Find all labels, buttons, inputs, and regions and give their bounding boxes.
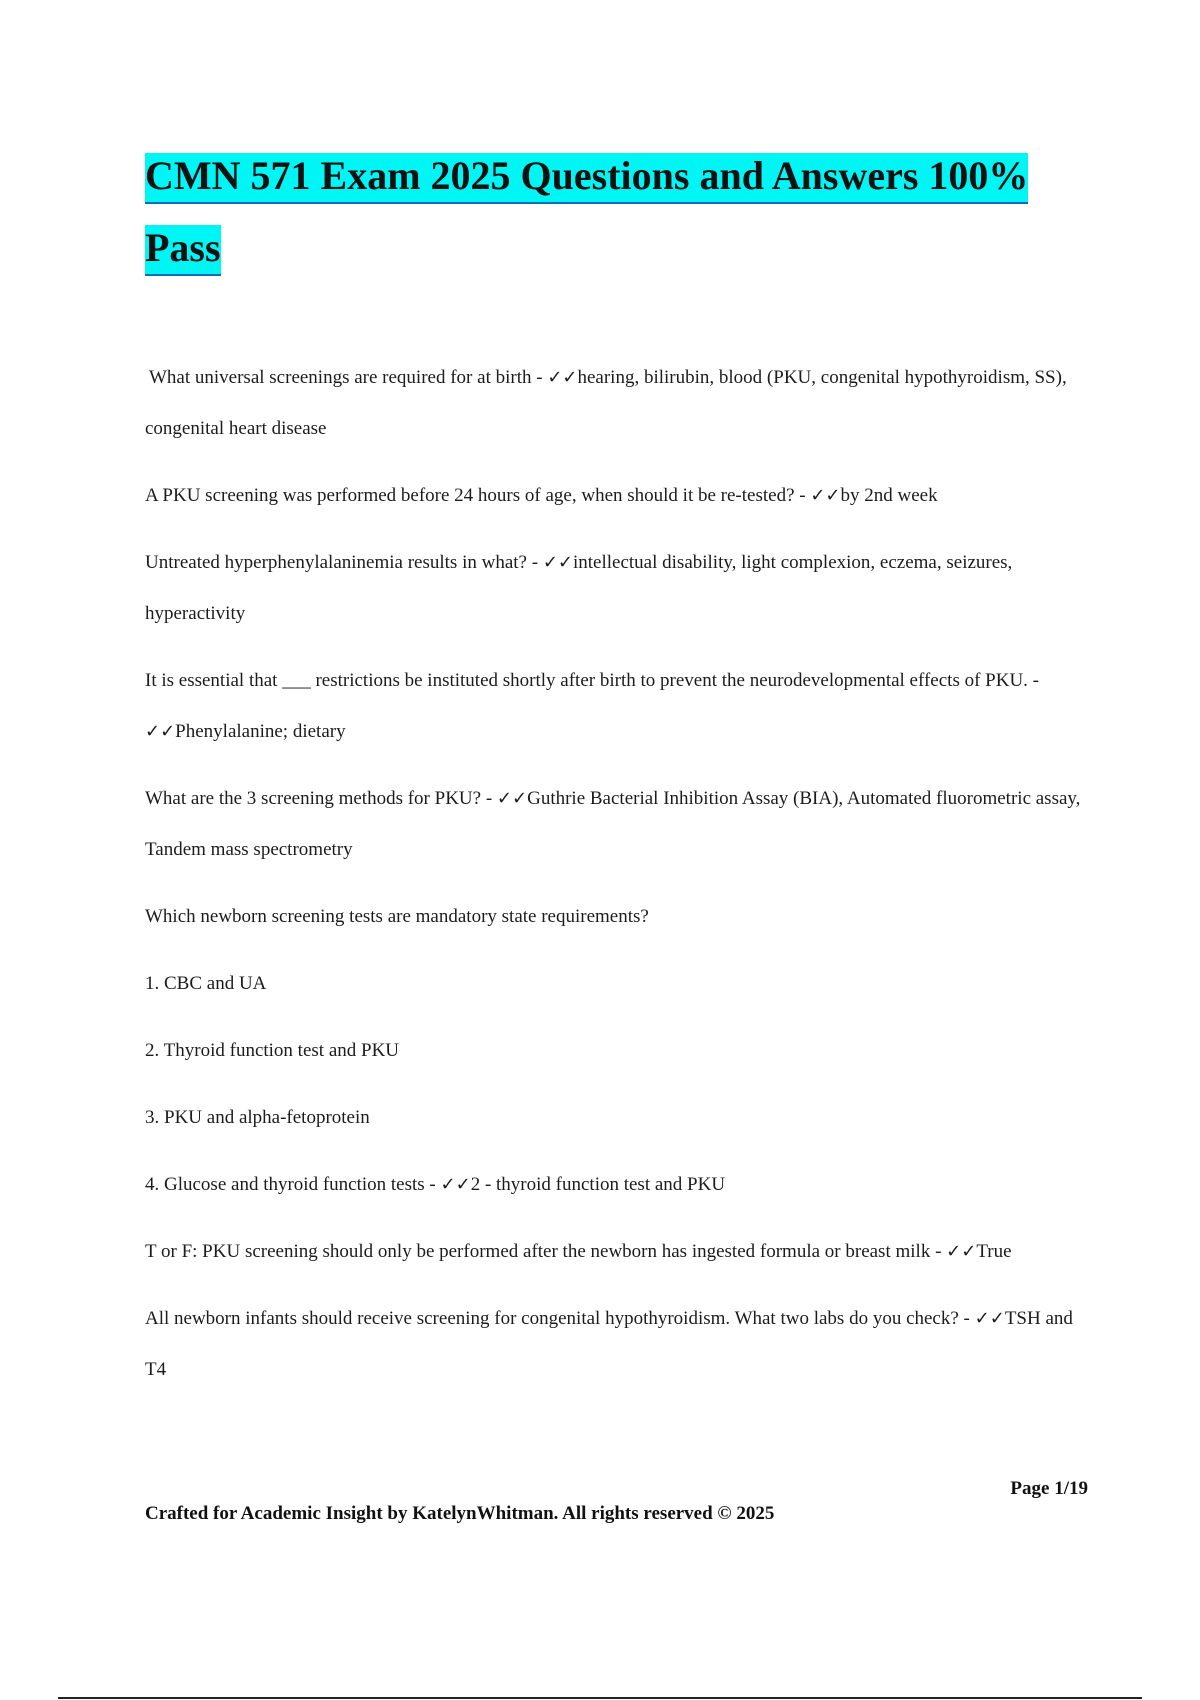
check-mark-icon: ✓✓ [974, 1308, 1005, 1329]
qa-item-4 [145, 655, 1095, 757]
answer-text: True [976, 1241, 1012, 1262]
check-mark-icon: ✓✓ [547, 367, 578, 388]
question-text: T or F: PKU screening should only be performed after the newborn has ingested formula or breast milk - [145, 1241, 947, 1262]
question-text: What are the 3 screening methods for PKU? - [145, 788, 497, 809]
answer-text: by 2nd week [840, 485, 938, 506]
answer-text: Guthrie Bacterial Inhibition Assay (BIA), Automated fluorometric assay, Tandem mass spectrometry [145, 788, 1081, 860]
answer-text: Phenylalanine; dietary [175, 721, 346, 742]
footer-copyright: Crafted for Academic Insight by KatelynWhitman. All rights reserved © 2025 [145, 1503, 775, 1524]
mc-question-stem: Which newborn screening tests are mandatory state requirements? [145, 906, 649, 927]
question-text: A PKU screening was performed before 24 hours of age, when should it be re-tested? - [145, 485, 811, 506]
mc-option-3: 3. PKU and alpha-fetoprotein [145, 1107, 370, 1128]
document-title [145, 140, 1105, 284]
qa-item-3 [145, 537, 1095, 639]
qa-item-6 [145, 1226, 1095, 1277]
qa-item-7 [145, 1293, 1095, 1395]
qa-item-1 [145, 352, 1095, 454]
page-number: Page 1/19 [1010, 1478, 1088, 1499]
question-text: Untreated hyperphenylalaninemia results in what? - [145, 552, 543, 573]
answer-text: 2 - thyroid function test and PKU [470, 1174, 726, 1195]
check-mark-icon: ✓✓ [946, 1241, 977, 1262]
mc-option-1: 1. CBC and UA [145, 973, 267, 994]
check-mark-icon: ✓✓ [145, 721, 176, 742]
bottom-divider [58, 1697, 1142, 1699]
qa-item-2 [145, 470, 1095, 521]
answer-text: intellectual disability, light complexion, eczema, seizures, hyperactivity [145, 552, 1013, 624]
check-mark-icon: ✓✓ [810, 485, 841, 506]
check-mark-icon: ✓✓ [542, 552, 573, 573]
answer-text: hearing, bilirubin, blood (PKU, congenital hypothyroidism, SS), congenital heart disease [145, 367, 1067, 439]
answer-text: TSH and T4 [145, 1308, 1073, 1380]
qa-item-5 [145, 773, 1095, 875]
title-highlight: CMN 571 Exam 2025 Questions and Answers 100% Pass [145, 153, 1028, 276]
qa-content [145, 352, 1095, 1411]
question-text: It is essential that ___ restrictions be instituted shortly after birth to prevent the neurodevelopmental effects of PKU. - [145, 670, 1040, 691]
mc-option-4-with-answer [145, 1159, 1095, 1210]
check-mark-icon: ✓✓ [440, 1174, 471, 1195]
question-text: What universal screenings are required for at birth - [149, 367, 548, 388]
mc-option-2: 2. Thyroid function test and PKU [145, 1040, 400, 1061]
question-text: All newborn infants should receive screening for congenital hypothyroidism. What two labs do you check? - [145, 1308, 975, 1329]
mc-option-4: 4. Glucose and thyroid function tests - [145, 1174, 441, 1195]
check-mark-icon: ✓✓ [496, 788, 528, 809]
